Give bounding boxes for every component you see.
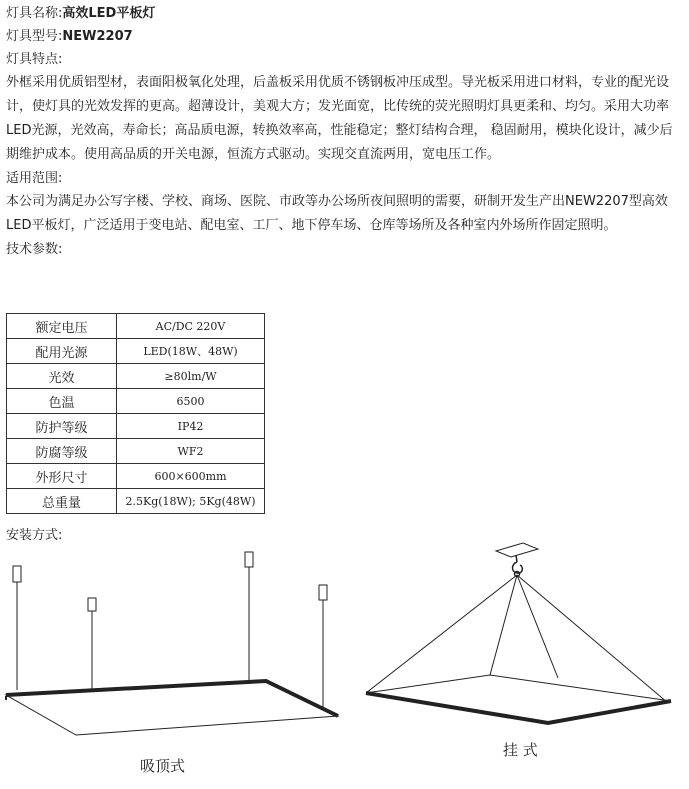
spec-value: LED(18W、48W) xyxy=(117,339,265,364)
spec-key: 配用光源 xyxy=(7,339,117,364)
scope-text: 本公司为满足办公写字楼、学校、商场、医院、市政等办公场所夜间照明的需要，研制开发生产出NEW2207型高效LED平板灯，广泛适用于变电站、配电室、工厂、地下停车场、仓库等场所及各种室内外场所作固定照明。 xyxy=(6,194,668,233)
ceiling-plate xyxy=(496,543,538,562)
spec-key: 色温 xyxy=(7,389,117,414)
spec-value: AC/DC 220V xyxy=(117,314,265,339)
scope-heading: 适用范围: xyxy=(6,171,63,186)
fixture-model-value: NEW2207 xyxy=(62,29,133,44)
spec-value: IP42 xyxy=(117,414,265,439)
fixture-model-line xyxy=(6,25,676,48)
table-row xyxy=(7,439,265,464)
hanging-panel xyxy=(366,675,671,723)
fixture-name-label: 灯具名称: xyxy=(6,6,63,21)
features-heading: 灯具特点: xyxy=(6,52,63,67)
table-row xyxy=(7,314,265,339)
table-row xyxy=(7,339,265,364)
spec-key: 额定电压 xyxy=(7,314,117,339)
installation-drawing xyxy=(0,540,689,789)
table-row xyxy=(7,489,265,514)
spec-value: 600×600mm xyxy=(117,464,265,489)
fixture-name-line xyxy=(6,2,676,25)
spec-key: 防护等级 xyxy=(7,414,117,439)
spec-key: 光效 xyxy=(7,364,117,389)
ceiling-mount-caption: 吸顶式 xyxy=(140,757,186,775)
table-row xyxy=(7,389,265,414)
ceiling-mount-drawing xyxy=(6,552,338,735)
table-row xyxy=(7,414,265,439)
hanging-mount-drawing xyxy=(366,543,671,723)
spec-table xyxy=(6,313,265,514)
features-text: 外框采用优质铝型材，表面阳极氧化处理，后盖板采用优质不锈钢板冲压成型。导光板采用进口材料，专业的配光设计，使灯具的光效发挥的更高。超薄设计，美观大方；发光面宽，比传统的荧光照明灯具更柔和、均匀。采用大功率LED光源，光效高，寿命长；高品质电源，转换效率高，性能稳定；整灯结构合理， 稳固耐用，模块化设计，减少后期维护成本。使用高品质的开关电源，恒流方式驱动。实现交直流两用，宽电压工作。 xyxy=(6,75,673,162)
spec-value: 2.5Kg(18W); 5Kg(48W) xyxy=(117,489,265,514)
document xyxy=(6,2,676,261)
ceiling-clips xyxy=(13,552,327,611)
table-row xyxy=(7,364,265,389)
install-heading: 安装方式: xyxy=(6,528,63,543)
spec-key: 外形尺寸 xyxy=(7,464,117,489)
fixture-name-value: 高效LED平板灯 xyxy=(62,6,156,21)
ceiling-panel xyxy=(6,681,338,735)
spec-key: 防腐等级 xyxy=(7,439,117,464)
spec-value: WF2 xyxy=(117,439,265,464)
spec-value: 6500 xyxy=(117,389,265,414)
fixture-model-label: 灯具型号: xyxy=(6,29,63,44)
specs-heading: 技术参数: xyxy=(6,242,63,257)
hanging-mount-caption: 挂 式 xyxy=(503,741,538,759)
spec-key: 总重量 xyxy=(7,489,117,514)
table-row xyxy=(7,464,265,489)
spec-value: ≥80lm/W xyxy=(117,364,265,389)
hook xyxy=(513,562,523,577)
